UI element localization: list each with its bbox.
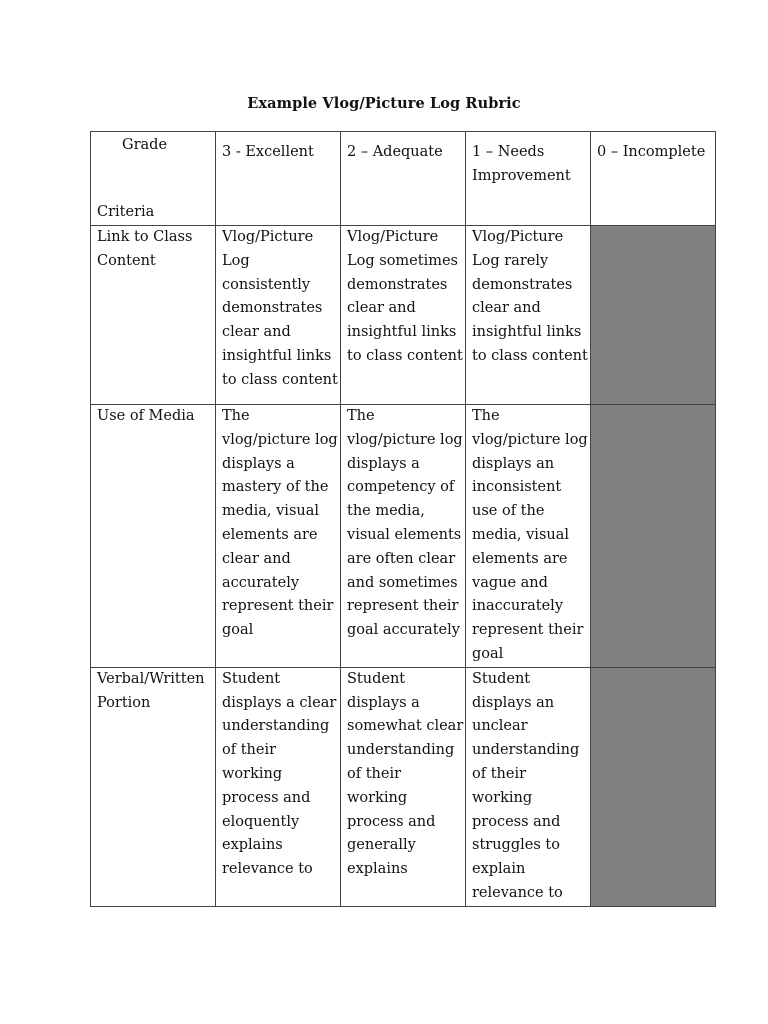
rubric-cell-excellent: Vlog/Picture Log consistently demonstrates clear and insightful links to class content: [216, 226, 341, 405]
rubric-cell-needs-improvement: Student displays an unclear understanding of their working process and struggles to explain relevance to: [466, 667, 591, 906]
rubric-cell-adequate: Student displays a somewhat clear understanding of their working process and generally explains: [341, 667, 466, 906]
rubric-cell-incomplete-shaded: [591, 405, 716, 668]
column-header-incomplete: 0 – Incomplete: [591, 132, 716, 226]
document-title: Example Vlog/Picture Log Rubric: [247, 95, 521, 112]
grade-criteria-header-cell: [91, 132, 216, 226]
rubric-table: [90, 131, 716, 907]
column-header-needs-improvement: 1 – Needs Improvement: [466, 132, 591, 226]
rubric-cell-incomplete-shaded: [591, 226, 716, 405]
rubric-cell-excellent: Student displays a clear understanding of their working process and eloquently explains relevance to: [216, 667, 341, 906]
rubric-cell-needs-improvement: Vlog/Picture Log rarely demonstrates clear and insightful links to class content: [466, 226, 591, 405]
criteria-label: Criteria: [97, 204, 155, 221]
grade-label: Grade: [122, 137, 168, 153]
column-header-excellent: 3 - Excellent: [216, 132, 341, 226]
rubric-cell-adequate: The vlog/picture log displays a competency of the media, visual elements are often clear and sometimes represent their goal accurately: [341, 405, 466, 668]
table-header-row: [91, 132, 716, 226]
rubric-cell-adequate: Vlog/Picture Log sometimes demonstrates clear and insightful links to class content: [341, 226, 466, 405]
column-header-adequate: 2 – Adequate: [341, 132, 466, 226]
table-row: [91, 226, 716, 405]
rubric-cell-incomplete-shaded: [591, 667, 716, 906]
rubric-cell-needs-improvement: The vlog/picture log displays an inconsistent use of the media, visual elements are vague and inaccurately represent their goal: [466, 405, 591, 668]
criterion-cell: Link to Class Content: [91, 226, 216, 405]
rubric-cell-excellent: The vlog/picture log displays a mastery of the media, visual elements are clear and accurately represent their goal: [216, 405, 341, 668]
table-row: [91, 405, 716, 668]
criterion-cell: Verbal/Written Portion: [91, 667, 216, 906]
criterion-cell: Use of Media: [91, 405, 216, 668]
table-row: [91, 667, 716, 906]
